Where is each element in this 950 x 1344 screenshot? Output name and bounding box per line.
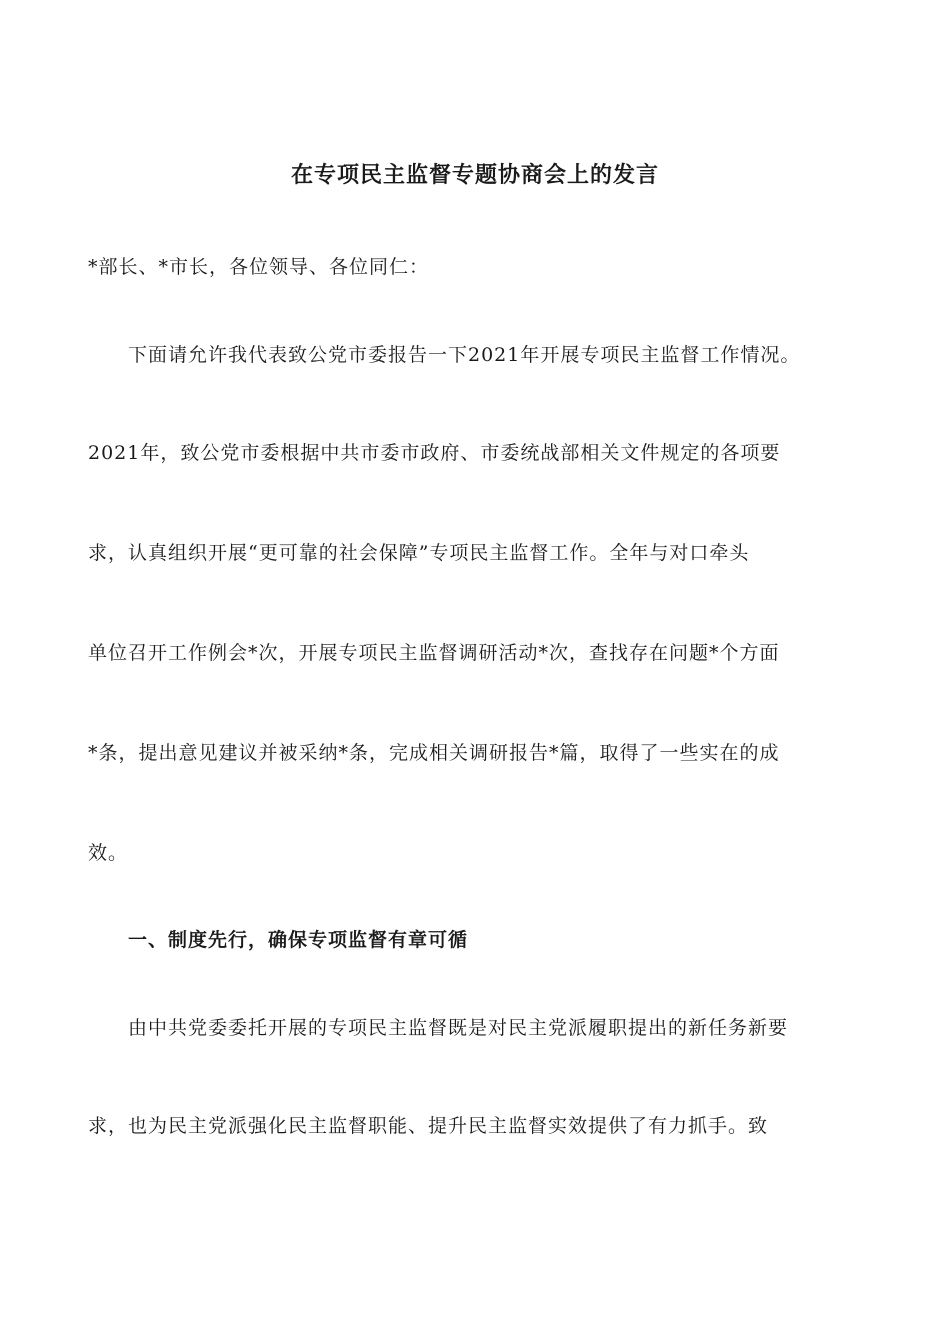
paragraph-line: *条，提出意见建议并被采纳*条，完成相关调研报告*篇，取得了一些实在的成 [88,742,780,764]
section-heading: 一、制度先行，确保专项监督有章可循 [128,929,469,951]
paragraph-line: 效。 [88,842,129,864]
paragraph-line: 2021年，致公党市委根据中共市委市政府、市委统战部相关文件规定的各项要 [88,442,781,464]
paragraph-line: 由中共党委委托开展的专项民主监督既是对民主党派履职提出的新任务新要 [128,1017,789,1039]
document-title: 在专项民主监督专题协商会上的发言 [290,163,659,188]
salutation: *部长、*市长，各位领导、各位同仁： [88,256,430,278]
paragraph-line: 单位召开工作例会*次，开展专项民主监督调研活动*次，查找存在问题*个方面 [88,642,780,664]
paragraph-line: 求，也为民主党派强化民主监督职能、提升民主监督实效提供了有力抓手。致 [88,1115,769,1137]
paragraph-line: 下面请允许我代表致公党市委报告一下2021年开展专项民主监督工作情况。 [128,344,801,366]
paragraph-line: 求，认真组织开展“更可靠的社会保障”专项民主监督工作。全年与对口牵头 [88,542,750,564]
